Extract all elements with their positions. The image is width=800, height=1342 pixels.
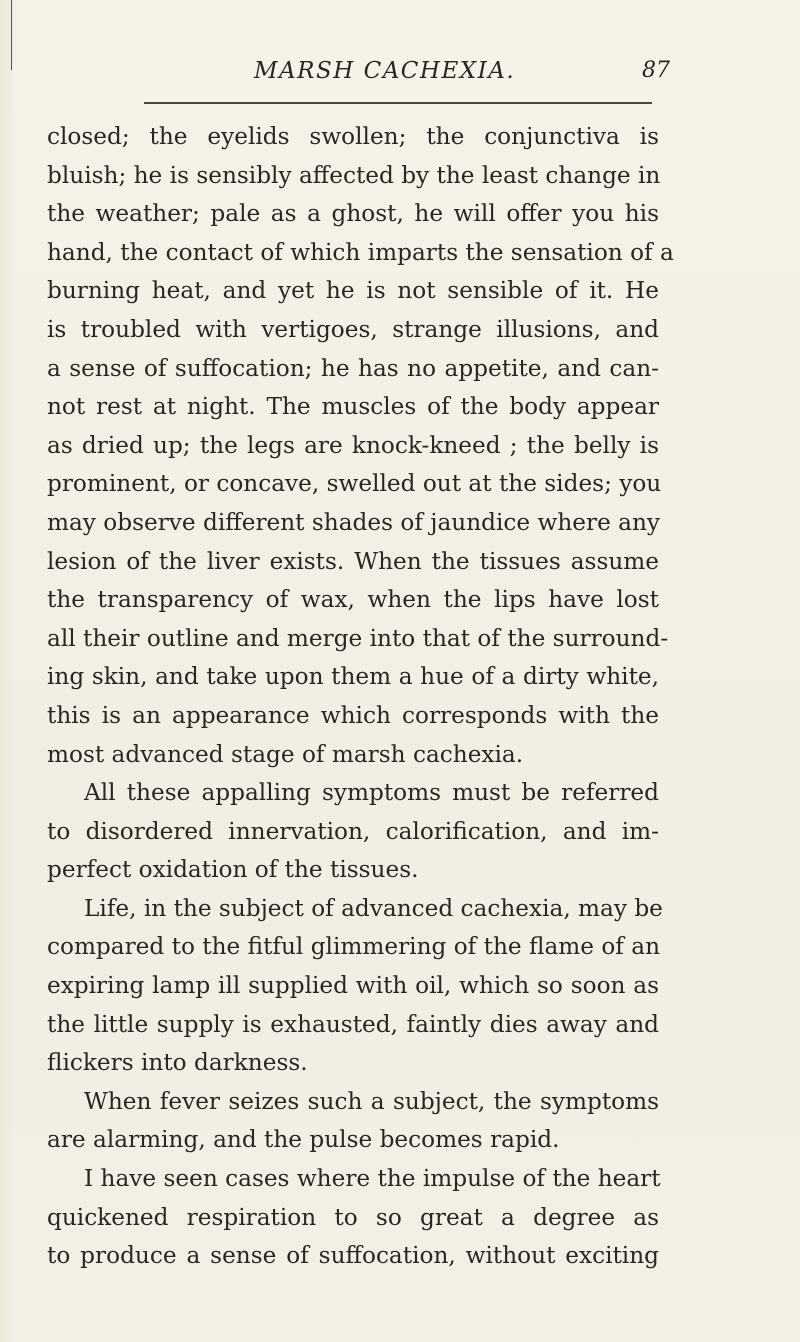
text-line: perfect oxidation of the tissues. xyxy=(47,856,419,884)
text-line: I have seen cases where the impulse of the heart xyxy=(84,1165,661,1193)
running-head: MARSH CACHEXIA. xyxy=(254,58,516,84)
text-line: quickened respiration to so great a degree as xyxy=(47,1203,659,1231)
binding-edge xyxy=(0,0,14,1342)
text-line: may observe different shades of jaundice where any xyxy=(47,508,661,536)
text-line: expiring lamp ill supplied with oil, which so soon as xyxy=(47,972,659,1000)
text-line: this is an appearance which corresponds with the xyxy=(47,701,659,729)
text-line: lesion of the liver exists. When the tissues assume xyxy=(47,547,659,575)
text-line: are alarming, and the pulse becomes rapid. xyxy=(47,1126,560,1154)
text-line: flickers into darkness. xyxy=(47,1049,308,1077)
page-header xyxy=(150,58,670,94)
text-line: hand, the contact of which imparts the sensation of a xyxy=(47,238,674,266)
text-line: the little supply is exhausted, faintly dies away and xyxy=(47,1010,659,1038)
text-line: Life, in the subject of advanced cachexia, may be xyxy=(84,894,663,922)
header-rule xyxy=(144,102,652,104)
text-line: prominent, or concave, swelled out at the sides; you xyxy=(47,470,662,498)
text-line: closed; the eyelids swollen; the conjunctiva is xyxy=(47,123,659,150)
text-line: is troubled with vertigoes, strange illusions, and xyxy=(47,315,659,343)
body-text xyxy=(47,118,674,1276)
text-line: the transparency of wax, when the lips have lost xyxy=(47,586,659,614)
text-line: When fever seizes such a subject, the symptoms xyxy=(84,1087,659,1115)
text-line: burning heat, and yet he is not sensible of it. He xyxy=(47,277,659,305)
text-line: the weather; pale as a ghost, he will offer you his xyxy=(47,200,659,228)
text-line: bluish; he is sensibly affected by the least change in xyxy=(47,161,661,189)
text-line: not rest at night. The muscles of the body appear xyxy=(47,393,659,421)
text-line: as dried up; the legs are knock-kneed ; the belly is xyxy=(47,431,659,459)
text-line: a sense of suffocation; he has no appetite, and can- xyxy=(47,354,659,382)
text-line: compared to the fitful glimmering of the flame of an xyxy=(47,933,661,961)
text-line: ing skin, and take upon them a hue of a dirty white, xyxy=(47,663,659,691)
page-number: 87 xyxy=(642,58,670,83)
text-line: All these appalling symptoms must be referred xyxy=(84,779,659,807)
text-line: to disordered innervation, calorification, and im- xyxy=(47,817,659,845)
binding-line xyxy=(11,0,12,70)
text-line: most advanced stage of marsh cachexia. xyxy=(47,740,524,768)
text-line: all their outline and merge into that of the surround- xyxy=(47,624,669,652)
text-line: to produce a sense of suffocation, without exciting xyxy=(47,1242,659,1270)
